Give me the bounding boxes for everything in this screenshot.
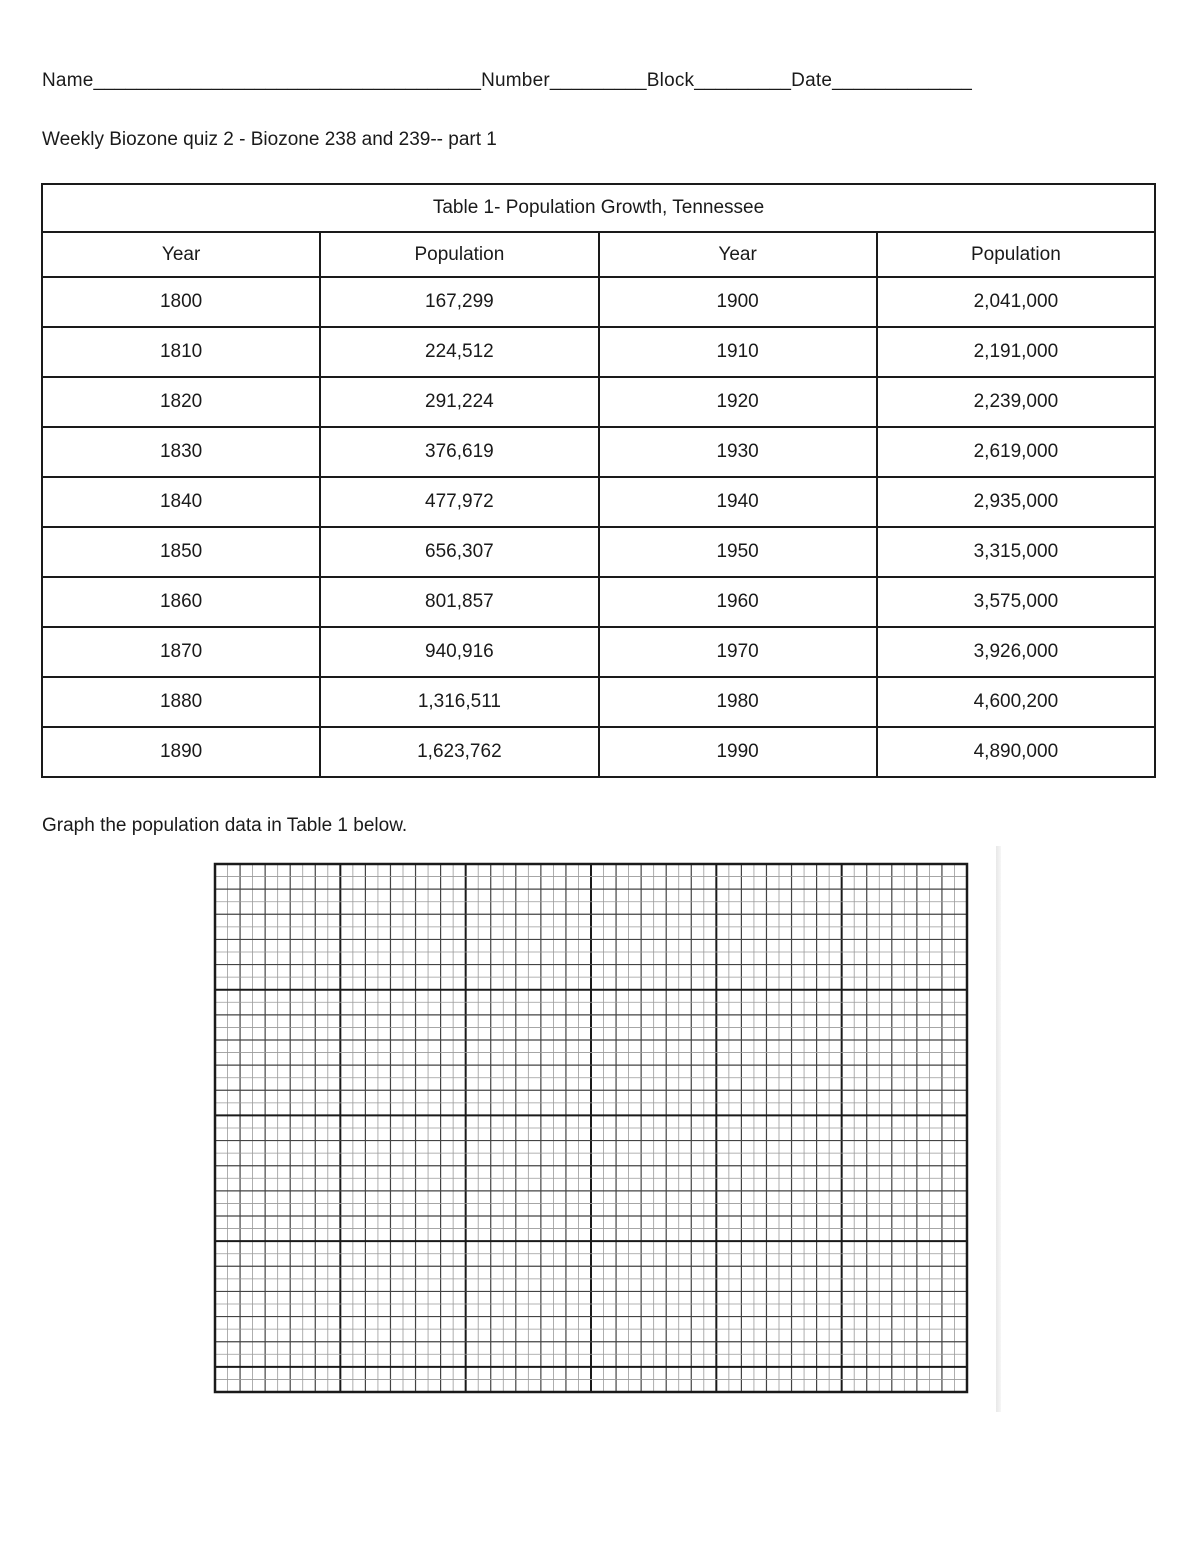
year-cell: 1850 [42, 527, 320, 577]
year-cell: 1910 [599, 327, 877, 377]
population-cell: 2,619,000 [877, 427, 1155, 477]
name-blank[interactable]: ____________________________________ [93, 70, 482, 91]
population-cell: 376,619 [320, 427, 598, 477]
year-cell: 1900 [599, 277, 877, 327]
table-row [42, 327, 1155, 377]
year-cell: 1950 [599, 527, 877, 577]
population-cell: 477,972 [320, 477, 598, 527]
year-cell: 1920 [599, 377, 877, 427]
year-cell: 1960 [599, 577, 877, 627]
table-caption-row [42, 184, 1155, 232]
population-cell: 4,600,200 [877, 677, 1155, 727]
population-cell: 1,316,511 [320, 677, 598, 727]
table-row [42, 427, 1155, 477]
population-cell: 3,926,000 [877, 627, 1155, 677]
date-label: Date [791, 70, 833, 91]
population-cell: 2,191,000 [877, 327, 1155, 377]
year-cell: 1870 [42, 627, 320, 677]
population-cell: 224,512 [320, 327, 598, 377]
population-cell: 167,299 [320, 277, 598, 327]
population-cell: 3,315,000 [877, 527, 1155, 577]
population-cell: 2,041,000 [877, 277, 1155, 327]
block-blank[interactable]: _________ [694, 70, 792, 91]
number-label: Number [481, 70, 550, 91]
year-cell: 1810 [42, 327, 320, 377]
table-row [42, 377, 1155, 427]
page-edge-shadow [996, 846, 1001, 1412]
population-cell: 4,890,000 [877, 727, 1155, 777]
population-cell: 940,916 [320, 627, 598, 677]
graph-paper[interactable] [212, 861, 972, 1402]
population-cell: 801,857 [320, 577, 598, 627]
block-label: Block [646, 70, 695, 91]
year-cell: 1840 [42, 477, 320, 527]
year-cell: 1830 [42, 427, 320, 477]
table-row [42, 727, 1155, 777]
table-row [42, 527, 1155, 577]
column-header-population-2: Population [877, 232, 1155, 277]
name-label: Name [42, 70, 94, 91]
year-cell: 1970 [599, 627, 877, 677]
number-blank[interactable]: _________ [549, 70, 647, 91]
table-row [42, 627, 1155, 677]
table-row [42, 677, 1155, 727]
population-cell: 1,623,762 [320, 727, 598, 777]
population-cell: 291,224 [320, 377, 598, 427]
year-cell: 1940 [599, 477, 877, 527]
year-cell: 1820 [42, 377, 320, 427]
date-blank[interactable]: _____________ [832, 70, 973, 91]
header-line [42, 70, 972, 92]
table-header-row [42, 232, 1155, 277]
graph-paper-grid [212, 861, 972, 1397]
year-cell: 1880 [42, 677, 320, 727]
graph-instruction: Graph the population data in Table 1 below. [42, 815, 408, 836]
year-cell: 1930 [599, 427, 877, 477]
population-cell: 656,307 [320, 527, 598, 577]
column-header-population-1: Population [320, 232, 598, 277]
quiz-title: Weekly Biozone quiz 2 - Biozone 238 and 239-- part 1 [42, 129, 497, 150]
table-caption: Table 1- Population Growth, Tennessee [42, 184, 1155, 232]
column-header-year-1: Year [42, 232, 320, 277]
year-cell: 1890 [42, 727, 320, 777]
table-row [42, 477, 1155, 527]
year-cell: 1990 [599, 727, 877, 777]
year-cell: 1980 [599, 677, 877, 727]
population-cell: 3,575,000 [877, 577, 1155, 627]
column-header-year-2: Year [599, 232, 877, 277]
table-row [42, 277, 1155, 327]
population-cell: 2,935,000 [877, 477, 1155, 527]
table-row [42, 577, 1155, 627]
year-cell: 1800 [42, 277, 320, 327]
year-cell: 1860 [42, 577, 320, 627]
population-table [41, 183, 1156, 778]
population-cell: 2,239,000 [877, 377, 1155, 427]
